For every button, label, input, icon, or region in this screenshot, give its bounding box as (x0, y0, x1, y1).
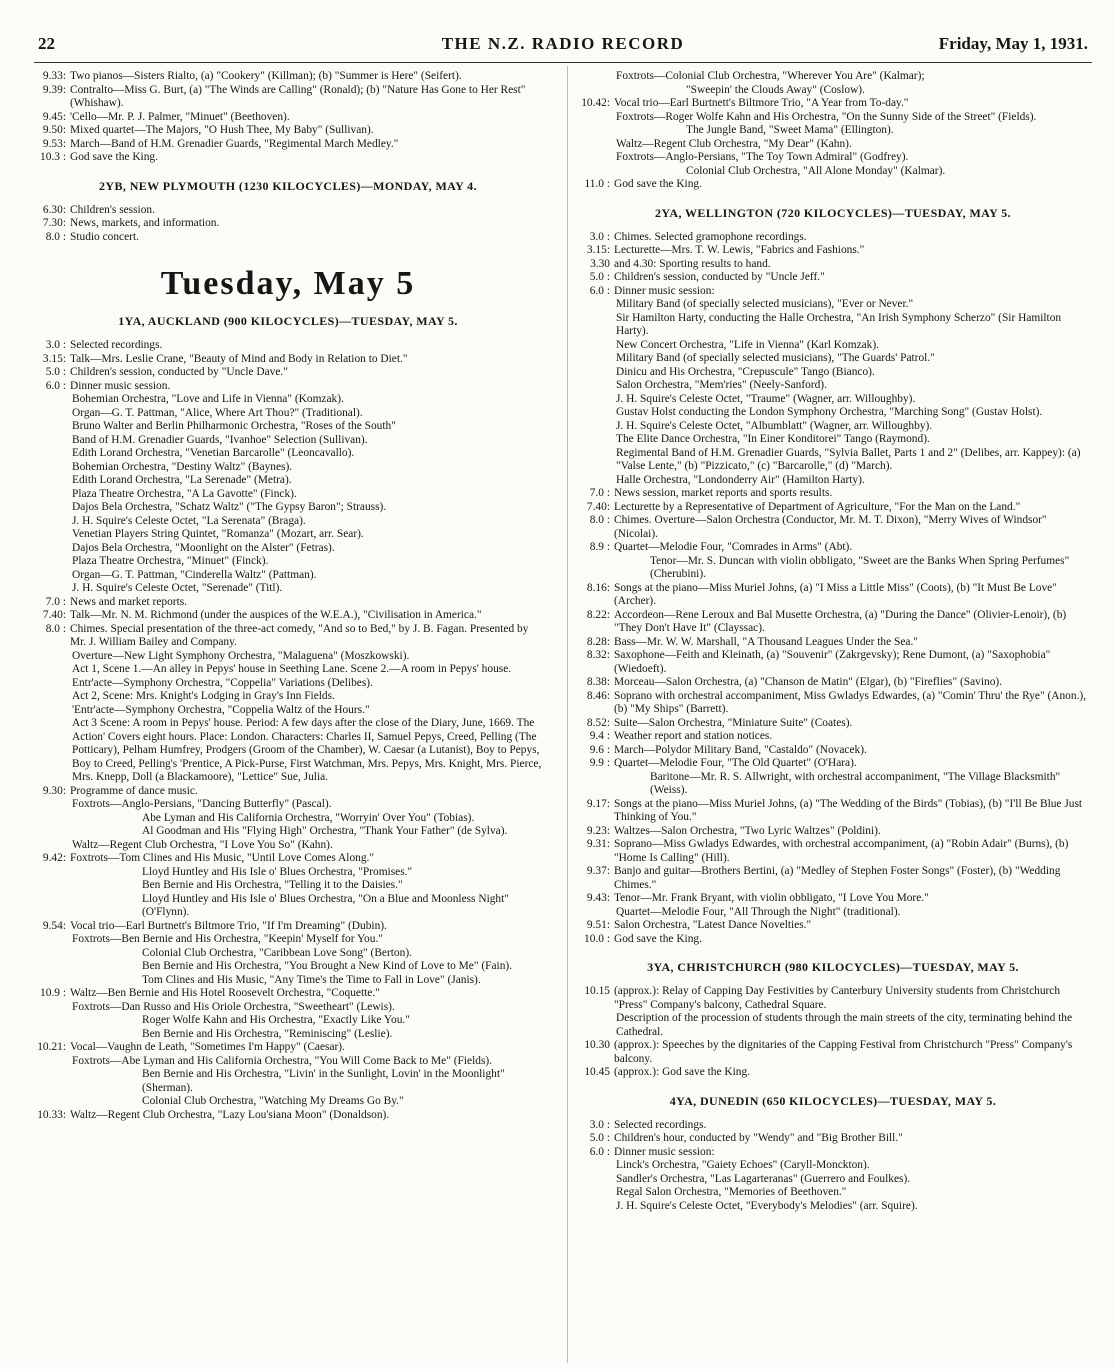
entry-text: Quartet—Melodie Four, "The Old Quartet" (O'Hara). (614, 757, 857, 769)
entry-time: 8.22: (586, 608, 610, 621)
entry-time: 3.0 : (45, 339, 66, 351)
entry-time: 9.4 : (589, 730, 610, 742)
spacer (574, 1080, 1092, 1094)
page-number: 22 (38, 34, 55, 53)
entry-time: 5.0 : (589, 271, 610, 283)
entry-text: 'Cello—Mr. P. J. Palmer, "Minuet" (Beethoven). (70, 110, 290, 123)
programme-item: Bohemian Orchestra, "Destiny Waltz" (Baynes). (72, 460, 293, 473)
programme-item: Ben Bernie and His Orchestra, "Livin' in the Sunlight, Lovin' in the Moonlight" (Sherman). (142, 1068, 505, 1094)
entry-time: 3.15: (586, 244, 610, 256)
programme-entry (574, 582, 1092, 609)
entry-text: Programme of dance music. (70, 784, 198, 797)
programme-entry (574, 892, 1092, 906)
programme-entry (30, 596, 546, 610)
entry-time: 6.30: (42, 203, 66, 216)
entry-text: Banjo and guitar—Brothers Bertini, (a) "Medley of Stephen Foster Songs" (Foster), (b) "Wedding Chimes." (614, 865, 1061, 891)
programme-item: Halle Orchestra, "Londonderry Air" (Hamilton Harty). (616, 473, 865, 486)
programme-entry (30, 231, 546, 245)
programme-entry (574, 178, 1092, 192)
entry-text: Songs at the piano—Miss Muriel Johns, (a) "The Wedding of the Birds" (Tobias), (b) "I'll Be Blue Just Thinking of You." (614, 797, 1083, 823)
programme-item: Foxtrots—Anglo-Persians, "The Toy Town Admiral" (Godfrey). (616, 151, 909, 163)
entry-time: 7.40: (42, 609, 66, 621)
programme-item: Quartet—Melodie Four, "All Through the Night" (traditional). (616, 905, 901, 918)
programme-entry (574, 825, 1092, 839)
entry-time: 10.33: (37, 1108, 66, 1121)
programme-entry (30, 138, 546, 152)
entry-time: 3.30 (590, 257, 610, 270)
programme-entry (30, 1109, 546, 1123)
entry-text: Mixed quartet—The Majors, "O Hush Thee, My Baby" (Sullivan). (70, 124, 374, 136)
entry-text: Children's hour, conducted by "Wendy" and "Big Brother Bill." (614, 1132, 903, 1144)
spacer (30, 244, 546, 264)
programme-entry (30, 920, 546, 934)
programme-item: Linck's Orchestra, "Gaiety Echoes" (Caryll-Monckton). (616, 1159, 870, 1171)
spacer (574, 221, 1092, 231)
programme-item: Sir Hamilton Harty, conducting the Halle Orchestra, "An Irish Symphony Scherzo" (Sir Hamilton Harty). (616, 311, 1062, 337)
entry-time: 8.0 : (45, 622, 66, 635)
entry-text: Soprano with orchestral accompaniment, Miss Gwladys Edwardes, (a) "Comin' Thru' the Rye" (Anon.), (b) "My Ships" (Barrett). (614, 689, 1087, 715)
programme-item: Foxtrots—Anglo-Persians, "Dancing Butterfly" (Pascal). (72, 798, 332, 810)
programme-entry (574, 609, 1092, 636)
programme-entry (30, 353, 546, 367)
page-header (38, 34, 1088, 56)
programme-item: Bohemian Orchestra, "Love and Life in Vienna" (Komzak). (72, 393, 344, 405)
entry-text: Vocal trio—Earl Burtnett's Biltmore Trio, "If I'm Dreaming" (Dubin). (70, 919, 387, 932)
entry-text: Weather report and station notices. (614, 730, 773, 742)
publication-title: THE N.Z. RADIO RECORD (441, 34, 685, 53)
programme-item: Colonial Club Orchestra, "Watching My Dreams Go By." (142, 1095, 404, 1107)
entry-time: 9.9 : (589, 757, 610, 769)
entry-time: 7.30: (42, 217, 66, 229)
programme-entry (30, 111, 546, 125)
programme-item: Edith Lorand Orchestra, "La Serenade" (Metra). (72, 474, 292, 486)
entry-time: 10.21: (37, 1041, 66, 1053)
entry-text: Dinner music session: (614, 284, 715, 297)
entry-time: 3.0 : (589, 1118, 610, 1131)
programme-item: Act 3 Scene: A room in Pepys' house. Period: A few days after the close of the Diary, June, 1669. The Action' Covers eight hours. Place: London. Characters: Charles II, Samuel Pepys, Creed, Pelling (The Potticary), Pelham Humfrey, Prodgers (Groom of the Chamber), W. Caesar (a Lutanist), Boy to Pepys, Boy to Creed, Pelling's 'Prentice, A Pick-Purse, First Watchman, Mrs. Pepys, Mrs. Knight, Mrs. Pierce, Mrs. Knepp, Doll (a Blackamoore), "Lettice" Sue, Julia. (72, 717, 542, 783)
programme-entry (574, 636, 1092, 650)
entry-time: 8.16: (586, 581, 610, 594)
entry-text: Suite—Salon Orchestra, "Miniature Suite" (Coates). (614, 716, 853, 729)
programme-entry (30, 1041, 546, 1055)
programme-entry (30, 380, 546, 394)
entry-time: 9.30: (42, 784, 66, 797)
entry-text: Selected recordings. (614, 1118, 707, 1131)
entry-time: 5.0 : (45, 366, 66, 378)
programme-entry (574, 501, 1092, 515)
entry-text: God save the King. (614, 932, 702, 945)
programme-entry (574, 744, 1092, 758)
entry-text: News and market reports. (70, 595, 188, 608)
programme-item: Lloyd Huntley and His Isle o' Blues Orchestra, "On a Blue and Moonless Night" (O'Flynn). (142, 892, 509, 918)
programme-item: Regal Salon Orchestra, "Memories of Beethoven." (616, 1186, 847, 1198)
entry-text: Saxophone—Feith and Kleinath, (a) "Souvenir" (Zakrgevsky); Rene Dumont, (a) "Saxophobia" (Wiedoeft). (614, 649, 1051, 675)
entry-text: God save the King. (614, 178, 702, 190)
entry-time: 8.52: (586, 716, 610, 729)
programme-item: Ben Bernie and His Orchestra, "Reminiscing" (Leslie). (142, 1027, 393, 1040)
programme-entry (574, 676, 1092, 690)
programme-entry (30, 987, 546, 1001)
entry-text: Studio concert. (70, 230, 139, 243)
programme-item: J. H. Squire's Celeste Octet, "La Serenata" (Braga). (72, 514, 306, 527)
programme-item: Bruno Walter and Berlin Philharmonic Orchestra, "Roses of the South" (72, 420, 396, 432)
programme-entry (574, 757, 1092, 771)
entry-text: Children's session, conducted by "Uncle Jeff." (614, 271, 825, 283)
programme-item: J. H. Squire's Celeste Octet, "Everybody's Melodies" (arr. Squire). (616, 1199, 918, 1212)
programme-item: Foxtrots—Dan Russo and His Oriole Orchestra, "Sweetheart" (Lewis). (72, 1000, 395, 1013)
entry-text: Chimes. Overture—Salon Orchestra (Conductor, Mr. M. T. Dixon), "Merry Wives of Windsor" (Nicolai). (614, 514, 1047, 540)
entry-text: and 4.30: Sporting results to hand. (614, 257, 771, 270)
programme-entry (574, 514, 1092, 541)
programme-item: Regimental Band of H.M. Grenadier Guards, "Sylvia Ballet, Parts 1 and 2" (Delibes, arr. Kappey): (a) "Valse Lente," (b) "Pizzicato," (c) "Barcarolle," (d) "March). (616, 446, 1081, 472)
entry-text: (approx.): Relay of Capping Day Festivities by Canterbury University students from Christchurch "Press" Company's balcony, Cathedral Square. (614, 985, 1061, 1011)
entry-time: 10.0 : (584, 932, 610, 945)
entry-time: 7.0 : (589, 487, 610, 499)
spacer (30, 165, 546, 179)
entry-time: 10.15 (584, 985, 610, 997)
programme-item: The Jungle Band, "Sweet Mama" (Ellington). (686, 124, 894, 136)
entry-text: Songs at the piano—Miss Muriel Johns, (a) "I Miss a Little Miss" (Coots), (b) "It Must Be Love" (Archer). (614, 581, 1057, 607)
entry-text: Vocal trio—Earl Burtnett's Biltmore Trio, "A Year from To-day." (614, 97, 909, 109)
entry-time: 6.0 : (589, 1145, 610, 1158)
programme-item: Lloyd Huntley and His Isle o' Blues Orchestra, "Promises." (142, 865, 413, 878)
entry-text: (approx.): Speeches by the dignitaries of the Capping Festival from Christchurch "Press" Company's balcony. (614, 1039, 1073, 1065)
entry-time: 10.30 (584, 1039, 610, 1051)
programme-item: Ben Bernie and His Orchestra, "Telling it to the Daisies." (142, 879, 403, 891)
programme-item: Edith Lorand Orchestra, "Venetian Barcarolle" (Leoncavallo). (72, 447, 355, 459)
programme-item: Entr'acte—Symphony Orchestra, "Coppelia" Variations (Delibes). (72, 676, 373, 689)
spacer (574, 975, 1092, 985)
entry-text: Dinner music session. (70, 379, 171, 392)
spacer (30, 194, 546, 204)
programme-item: Act 1, Scene 1.—An alley in Pepys' house in Seething Lane. Scene 2.—A room in Pepys' house. (72, 663, 512, 675)
programme-item: Foxtrots—Roger Wolfe Kahn and His Orchestra, "On the Sunny Side of the Street" (Fields). (616, 110, 1037, 123)
programme-item: Gustav Holst conducting the London Symphony Orchestra, "Marching Song" (Gustav Holst). (616, 406, 1043, 418)
programme-entry (574, 730, 1092, 744)
programme-entry (574, 1066, 1092, 1080)
entry-text: Lecturette—Mrs. T. W. Lewis, "Fabrics and Fashions." (614, 244, 865, 256)
entry-text: (approx.): God save the King. (614, 1066, 751, 1078)
entry-text: Lecturette by a Representative of Department of Agriculture, "For the Man on the Land." (614, 500, 1021, 513)
programme-entry (574, 1146, 1092, 1160)
entry-text: Chimes. Special presentation of the three-act comedy, "And so to Bed," by J. B. Fagan. Presented by Mr. J. William Bailey and Company. (70, 622, 529, 648)
entry-text: God save the King. (70, 151, 158, 163)
entry-text: Selected recordings. (70, 339, 163, 351)
programme-item: Abe Lyman and His California Orchestra, "Worryin' Over You" (Tobias). (142, 811, 475, 824)
entry-time: 8.46: (586, 689, 610, 702)
issue-date: Friday, May 1, 1931. (938, 34, 1088, 53)
programme-entry (574, 985, 1092, 1012)
programme-entry (574, 717, 1092, 731)
station-heading: 4YA, DUNEDIN (650 KILOCYCLES)—TUESDAY, MAY 5. (669, 1093, 997, 1108)
entry-time: 8.38: (586, 676, 610, 688)
programme-item: The Elite Dance Orchestra, "In Einer Konditorei" Tango (Raymond). (616, 433, 930, 445)
programme-item: Dajos Bela Orchestra, "Moonlight on the Alster" (Fetras). (72, 541, 335, 554)
entry-time: 3.0 : (589, 230, 610, 243)
programme-entry (30, 785, 546, 799)
programme-item: Waltz—Regent Club Orchestra, "I Love You So" (Kahn). (72, 838, 333, 851)
programme-item: Foxtrots—Abe Lyman and His California Orchestra, "You Will Come Back to Me" (Fields). (72, 1054, 493, 1067)
programme-item: Baritone—Mr. R. S. Allwright, with orchestral accompaniment, "The Village Blacksmith" (Weiss). (650, 770, 1061, 796)
programme-item: Overture—New Light Symphony Orchestra, "Malaguena" (Moszkowski). (72, 649, 410, 662)
programme-item: Ben Bernie and His Orchestra, "You Brought a New Kind of Love to Me" (Fain). (142, 960, 513, 972)
column-divider (567, 66, 568, 1363)
entry-text: Salon Orchestra, "Latest Dance Novelties." (614, 919, 812, 931)
programme-item: J. H. Squire's Celeste Octet, "Traume" (Wagner, arr. Willoughby). (616, 392, 916, 405)
entry-time: 9.31: (586, 838, 610, 850)
entry-time: 9.53: (42, 137, 66, 150)
entry-time: 9.17: (586, 797, 610, 810)
day-heading: Tuesday, May 5 (160, 265, 416, 302)
spacer (574, 192, 1092, 206)
entry-text: Vocal—Vaughn de Leath, "Sometimes I'm Happy" (Caesar). (70, 1041, 345, 1053)
entry-text: Bass—Mr. W. W. Marshall, "A Thousand Leagues Under the Sea." (614, 635, 918, 648)
entry-time: 6.0 : (45, 379, 66, 392)
programme-item: Foxtrots—Ben Bernie and His Orchestra, "Keepin' Myself for You." (72, 933, 383, 945)
entry-text: News, markets, and information. (70, 217, 220, 229)
programme-entry (574, 1039, 1092, 1066)
programme-item: Foxtrots—Colonial Club Orchestra, "Wherever You Are" (Kalmar); (616, 70, 925, 82)
programme-entry (30, 852, 546, 866)
programme-entry (30, 204, 546, 218)
station-heading: 2YA, WELLINGTON (720 KILOCYCLES)—TUESDAY, MAY 5. (655, 205, 1011, 220)
programme-item: Dinicu and His Orchestra, "Crepuscule" Tango (Bianco). (616, 365, 875, 378)
entry-text: News session, market reports and sports results. (614, 487, 833, 499)
programme-item: Plaza Theatre Orchestra, "A La Gavotte" (Finck). (72, 487, 297, 500)
entry-text: Morceau—Salon Orchestra, (a) "Chanson de Matin" (Elgar), (b) "Fireflies" (Savino). (614, 676, 1003, 688)
entry-text: March—Polydor Military Band, "Castaldo" (Novacek). (614, 743, 867, 756)
programme-item: J. H. Squire's Celeste Octet, "Serenade" (Titl). (72, 582, 283, 594)
programme-entry (30, 84, 546, 111)
programme-entry (574, 541, 1092, 555)
programme-item: Colonial Club Orchestra, "All Alone Monday" (Kalmar). (686, 164, 946, 177)
programme-entry (30, 339, 546, 353)
station-heading: 1YA, AUCKLAND (900 KILOCYCLES)—TUESDAY, MAY 5. (118, 314, 458, 328)
programme-entry (574, 97, 1092, 111)
entry-time: 9.39: (42, 83, 66, 96)
programme-entry (574, 649, 1092, 676)
entry-time: 9.43: (586, 892, 610, 904)
entry-text: Talk—Mrs. Leslie Crane, "Beauty of Mind and Body in Relation to Diet." (70, 352, 408, 365)
entry-text: Dinner music session: (614, 1145, 715, 1158)
entry-time: 10.3 : (40, 151, 66, 163)
programme-item: Venetian Players String Quintet, "Romanza" (Mozart, arr. Sear). (72, 528, 364, 540)
entry-text: Chimes. Selected gramophone recordings. (614, 230, 807, 243)
programme-item: Tenor—Mr. S. Duncan with violin obbligato, "Sweet are the Banks When Spring Perfumes" (Cherubini). (650, 554, 1070, 580)
programme-entry (574, 919, 1092, 933)
programme-entry (574, 798, 1092, 825)
entry-time: 11.0 : (584, 178, 610, 190)
entry-text: Children's session, conducted by "Uncle Dave." (70, 366, 288, 378)
programme-entry (574, 933, 1092, 947)
programme-entry (574, 285, 1092, 299)
left-column (30, 70, 546, 1122)
entry-time: 8.32: (586, 649, 610, 661)
entry-time: 9.42: (42, 852, 66, 864)
entry-time: 10.42: (581, 97, 610, 109)
programme-item: Colonial Club Orchestra, "Caribbean Love Song" (Berton). (142, 946, 412, 959)
programme-item: "Sweepin' the Clouds Away" (Coslow). (686, 83, 865, 96)
entry-time: 9.50: (42, 124, 66, 136)
header-rule (34, 62, 1092, 63)
entry-time: 7.40: (586, 500, 610, 513)
entry-text: Contralto—Miss G. Burt, (a) "The Winds are Calling" (Ronald); (b) "Nature Has Gone to Her Rest" (Whishaw). (70, 83, 526, 109)
entry-time: 10.45 (584, 1066, 610, 1078)
programme-item: Description of the procession of students through the main streets of the city, terminating behind the Cathedral. (616, 1012, 1073, 1038)
programme-item: Band of H.M. Grenadier Guards, "Ivanhoe" Selection (Sullivan). (72, 433, 368, 446)
programme-entry (574, 838, 1092, 865)
entry-time: 9.45: (42, 110, 66, 123)
entry-text: March—Band of H.M. Grenadier Guards, "Regimental March Medley." (70, 137, 399, 150)
programme-item: Tom Clines and His Music, "Any Time's the Time to Fall in Love" (Janis). (142, 973, 481, 986)
right-column (574, 70, 1092, 1213)
entry-text: Tenor—Mr. Frank Bryant, with violin obbligato, "I Love You More." (614, 892, 929, 904)
programme-item: Salon Orchestra, "Mem'ries" (Neely-Sanford). (616, 379, 827, 391)
station-heading: 2YB, NEW PLYMOUTH (1230 KILOCYCLES)—MONDAY, MAY 4. (99, 178, 477, 193)
programme-item: Dajos Bela Orchestra, "Schatz Waltz" ("The Gypsy Baron"; Strauss). (72, 501, 387, 513)
programme-item: Al Goodman and His "Flying High" Orchestra, "Thank Your Father" (de Sylva). (142, 825, 508, 837)
entry-text: Waltz—Regent Club Orchestra, "Lazy Lou'siana Moon" (Donaldson). (70, 1108, 390, 1121)
programme-entry (30, 366, 546, 380)
programme-item: Sandler's Orchestra, "Las Lagarteranas" (Guerrero and Foulkes). (616, 1172, 911, 1185)
programme-item: Military Band (of specially selected musicians), "Ever or Never." (616, 298, 914, 310)
programme-entry (30, 124, 546, 138)
programme-entry (30, 217, 546, 231)
entry-text: Talk—Mr. N. M. Richmond (under the auspices of the W.E.A.), "Civilisation in America." (70, 609, 482, 621)
entry-time: 10.9 : (40, 987, 66, 999)
programme-item: Organ—G. T. Pattman, "Cinderella Waltz" (Pattman). (72, 568, 317, 581)
entry-time: 9.37: (586, 865, 610, 877)
programme-item: Roger Wolfe Kahn and His Orchestra, "Exactly Like You." (142, 1014, 410, 1026)
programme-item: New Concert Orchestra, "Life in Vienna" (Karl Komzak). (616, 338, 880, 351)
programme-entry (30, 70, 546, 84)
programme-entry (574, 244, 1092, 258)
programme-item: J. H. Squire's Celeste Octet, "Albumblatt" (Wagner, arr. Willoughby). (616, 419, 933, 432)
entry-time: 8.0 : (45, 230, 66, 243)
entry-time: 9.54: (42, 919, 66, 932)
entry-time: 3.15: (42, 352, 66, 365)
programme-entry (574, 487, 1092, 501)
entry-time: 9.33: (42, 70, 66, 82)
entry-time: 9.23: (586, 824, 610, 837)
entry-time: 8.9 : (589, 541, 610, 553)
entry-time: 9.51: (586, 919, 610, 931)
entry-text: Children's session. (70, 203, 155, 216)
entry-text: Foxtrots—Tom Clines and His Music, "Until Love Comes Along." (70, 852, 375, 864)
programme-item: 'Entr'acte—Symphony Orchestra, "Coppelia Waltz of the Hours." (72, 703, 370, 716)
entry-time: 5.0 : (589, 1132, 610, 1144)
programme-item: Military Band (of specially selected musicians), "The Guards' Patrol." (616, 352, 935, 364)
programme-item: Act 2, Scene: Mrs. Knight's Lodging in Gray's Inn Fields. (72, 690, 335, 702)
programme-entry (574, 258, 1092, 272)
spacer (574, 946, 1092, 960)
entry-text: Two pianos—Sisters Rialto, (a) "Cookery" (Killman); (b) "Summer is Here" (Seifert). (70, 70, 462, 82)
entry-time: 8.0 : (589, 514, 610, 526)
entry-text: Quartet—Melodie Four, "Comrades in Arms" (Abt). (614, 541, 853, 553)
programme-entry (30, 609, 546, 623)
entry-text: Soprano—Miss Gwladys Edwardes, with orchestral accompaniment, (a) "Robin Adair" (Burns), (b) "Home Is Calling" (Hill). (614, 838, 1069, 864)
entry-text: Waltz—Ben Bernie and His Hotel Roosevelt Orchestra, "Coquette." (70, 987, 380, 999)
entry-text: Waltzes—Salon Orchestra, "Two Lyric Waltzes" (Poldini). (614, 824, 881, 837)
entry-time: 7.0 : (45, 595, 66, 608)
entry-time: 8.28: (586, 635, 610, 648)
programme-item: Organ—G. T. Pattman, "Alice, Where Art Thou?" (Traditional). (72, 406, 363, 419)
programme-entry (30, 623, 546, 650)
programme-entry (574, 1119, 1092, 1133)
spacer (30, 304, 546, 314)
programme-item: Plaza Theatre Orchestra, "Minuet" (Finck). (72, 555, 269, 567)
spacer (30, 329, 546, 339)
station-heading: 3YA, CHRISTCHURCH (980 KILOCYCLES)—TUESDAY, MAY 5. (647, 960, 1019, 974)
spacer (574, 1109, 1092, 1119)
entry-time: 6.0 : (589, 284, 610, 297)
entry-time: 9.6 : (589, 743, 610, 756)
programme-entry (574, 865, 1092, 892)
programme-item: Waltz—Regent Club Orchestra, "My Dear" (Kahn). (616, 137, 852, 150)
programme-entry (574, 690, 1092, 717)
programme-entry (574, 231, 1092, 245)
programme-entry (574, 1132, 1092, 1146)
entry-text: Accordeon—Rene Leroux and Bal Musette Orchestra, (a) "During the Dance" (Olivier-Lenoir), (b) "They Don't Have It" (Clayssac). (614, 608, 1067, 634)
programme-entry (574, 271, 1092, 285)
programme-entry (30, 151, 546, 165)
